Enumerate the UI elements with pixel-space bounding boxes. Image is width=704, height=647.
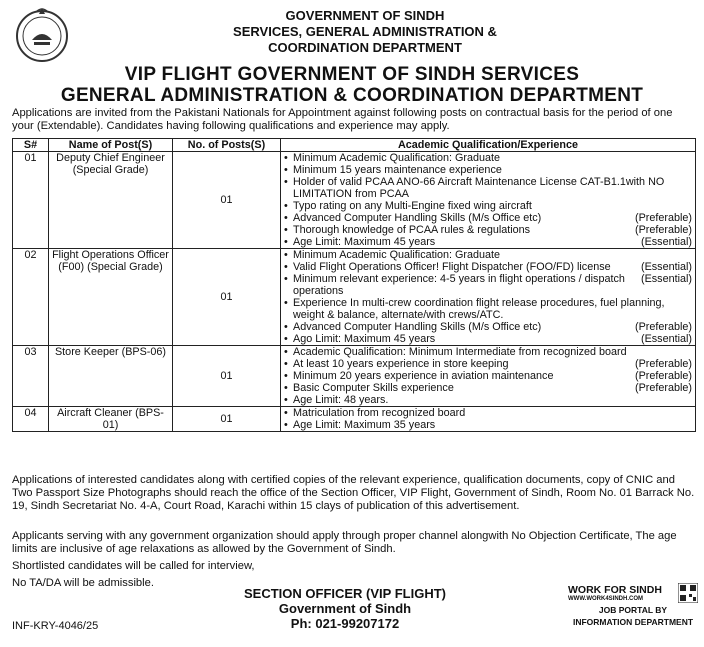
- row-post-name: Deputy Chief Engineer (Special Grade): [49, 152, 173, 249]
- qualification-item: [284, 249, 692, 261]
- qualification-note: (Preferable): [634, 321, 692, 333]
- qualification-note: (Preferable): [634, 358, 692, 370]
- qualification-item: [284, 382, 692, 394]
- work-for-sindh-logo: [568, 583, 698, 627]
- sindh-government-seal-icon: [14, 6, 70, 64]
- logo-line-1: JOB PORTAL BY: [598, 605, 668, 615]
- qualification-item: [284, 176, 692, 200]
- section-government: Government of Sindh: [278, 601, 412, 616]
- header-line-3: COORDINATION DEPARTMENT: [268, 40, 462, 55]
- qualification-text: • At least 10 years experience in store keeping: [293, 358, 509, 370]
- qualification-text: • Minimum 20 years experience in aviation maintenance: [293, 370, 554, 382]
- qualification-text: • Minimum 15 years maintenance experience: [293, 164, 502, 176]
- row-post-count: 01: [173, 407, 281, 432]
- qualification-text: • Valid Flight Operations Officer! Flight Dispatcher (FOO/FD) license: [293, 261, 611, 273]
- qualification-text: • Minimum Academic Qualification: Graduate: [293, 249, 501, 261]
- logo-url: WWW.WORK4SINDH.COM: [568, 596, 643, 602]
- qualification-text: • Advanced Computer Handling Skills (M/s Office etc): [293, 212, 542, 224]
- qualification-item: [284, 152, 692, 164]
- qualification-item: [284, 370, 692, 382]
- qualification-item: [284, 297, 692, 321]
- table-row: [13, 407, 696, 432]
- qualification-text: • Age Limit: 48 years.: [293, 394, 389, 406]
- qualification-item: [284, 200, 692, 212]
- qualification-text: • Matriculation from recognized board: [293, 407, 466, 419]
- qualification-text: • Minimum relevant experience: 4-5 years in flight operations / dispatch operations: [293, 273, 625, 297]
- qualification-text: • Typo rating on any Multi-Engine fixed wing aircraft: [293, 200, 532, 212]
- section-officer: SECTION OFFICER (VIP FLIGHT): [244, 586, 446, 601]
- logo-line-2: INFORMATION DEPARTMENT: [572, 617, 694, 627]
- row-sno: 02: [13, 249, 49, 346]
- title-line-2: GENERAL ADMINISTRATION & COORDINATION DEPARTMENT: [60, 85, 644, 106]
- row-qualifications: [281, 152, 696, 249]
- row-post-count: 01: [173, 346, 281, 407]
- qualification-text: • Experience In multi-crew coordination flight release procedures, fuel planning, weight & balance, alternate/with crews/ATC.: [293, 297, 665, 321]
- header-post: Name of Post(S): [49, 139, 173, 152]
- qualification-item: [284, 273, 692, 297]
- qualification-item: [284, 333, 692, 345]
- qualification-text: • Minimum Academic Qualification: Graduate: [293, 152, 501, 164]
- title-line-1: VIP FLIGHT GOVERNMENT OF SINDH SERVICES: [124, 64, 580, 85]
- noc-paragraph: Applicants serving with any government organization should apply through proper channel alongwith No Objection Certificate, The age limits are inclusive of age relaxations as allowed by the Government of Sindh.: [12, 530, 677, 555]
- row-post-count: 01: [173, 249, 281, 346]
- qualification-item: [284, 346, 692, 358]
- qualification-note: (Essential): [640, 236, 692, 248]
- qualification-text: • Age Limit: Maximum 35 years: [293, 419, 436, 431]
- row-post-name: Aircraft Cleaner (BPS-01): [49, 407, 173, 432]
- qualification-note: (Essential): [640, 261, 692, 273]
- header-qualification: Academic Qualification/Experience: [281, 139, 696, 152]
- row-sno: 03: [13, 346, 49, 407]
- table-header-row: [13, 139, 696, 152]
- row-qualifications: [281, 346, 696, 407]
- qualification-item: [284, 358, 692, 370]
- row-post-count: 01: [173, 152, 281, 249]
- tada-note: No TA/DA will be admissible.: [12, 577, 154, 589]
- qualification-item: [284, 164, 692, 176]
- logo-name: WORK FOR SINDH: [568, 584, 662, 596]
- header-count: No. of Posts(S): [173, 139, 281, 152]
- qr-code-icon: [678, 583, 698, 603]
- qualification-note: (Preferable): [634, 370, 692, 382]
- row-post-name: Store Keeper (BPS-06): [49, 346, 173, 407]
- header-line-2: SERVICES, GENERAL ADMINISTRATION &: [233, 24, 497, 39]
- posts-table: [12, 138, 696, 432]
- qualification-item: [284, 261, 692, 273]
- header-sno: S#: [13, 139, 49, 152]
- row-sno: 04: [13, 407, 49, 432]
- qualification-note: (Preferable): [634, 224, 692, 236]
- table-row: [13, 152, 696, 249]
- qualification-text: • Thorough knowledge of PCAA rules & regulations: [293, 224, 531, 236]
- qualification-item: [284, 224, 692, 236]
- header-line-1: GOVERNMENT OF SINDH: [285, 8, 445, 23]
- qualification-note: (Preferable): [634, 382, 692, 394]
- application-paragraph: Applications of interested candidates along with certified copies of the relevant experience, qualification documents, copy of CNIC and Two Passport Size Photographs should reach the office of the Section Officer, VIP Flight, Government of Sindh, Room No. 01 Barrack No. 19, Sindh Secretariat No. 4-A, Court Road, Karachi within 15 clays of publication of this advertisement.: [12, 474, 695, 512]
- qualification-note: (Preferable): [634, 212, 692, 224]
- reference-number: INF-KRY-4046/25: [12, 620, 99, 632]
- section-phone: Ph: 021-99207172: [290, 616, 400, 631]
- qualification-text: • Age Limit: Maximum 45 years: [293, 236, 436, 248]
- qualification-item: [284, 321, 692, 333]
- row-qualifications: [281, 407, 696, 432]
- qualification-text: • Academic Qualification: Minimum Intermediate from recognized board: [293, 346, 627, 358]
- qualification-note: (Essential): [640, 333, 692, 345]
- qualification-note: (Essential): [640, 273, 692, 285]
- qualification-text: • Holder of valid PCAA ANO-66 Aircraft Maintenance License CAT-B1.1with NO LIMITATION from PCAA: [293, 176, 665, 200]
- qualification-item: [284, 407, 692, 419]
- qualification-text: • Basic Computer Skills experience: [293, 382, 454, 394]
- qualification-item: [284, 236, 692, 248]
- qualification-text: • Ago Limit: Maximum 45 years: [293, 333, 436, 345]
- intro-paragraph: Applications are invited from the Pakistani Nationals for Appointment against following posts on contractual basis for the period of one your (Extendable). Candidates having following qualifications and experience may apply.: [12, 107, 673, 132]
- shortlist-note: Shortlisted candidates will be called for interview,: [12, 560, 255, 572]
- qualification-text: • Advanced Computer Handling Skills (M/s Office etc): [293, 321, 542, 333]
- row-qualifications: [281, 249, 696, 346]
- qualification-item: [284, 419, 692, 431]
- table-row: [13, 346, 696, 407]
- table-row: [13, 249, 696, 346]
- row-post-name: Flight Operations Officer (F00) (Special Grade): [49, 249, 173, 346]
- row-sno: 01: [13, 152, 49, 249]
- qualification-item: [284, 394, 692, 406]
- qualification-item: [284, 212, 692, 224]
